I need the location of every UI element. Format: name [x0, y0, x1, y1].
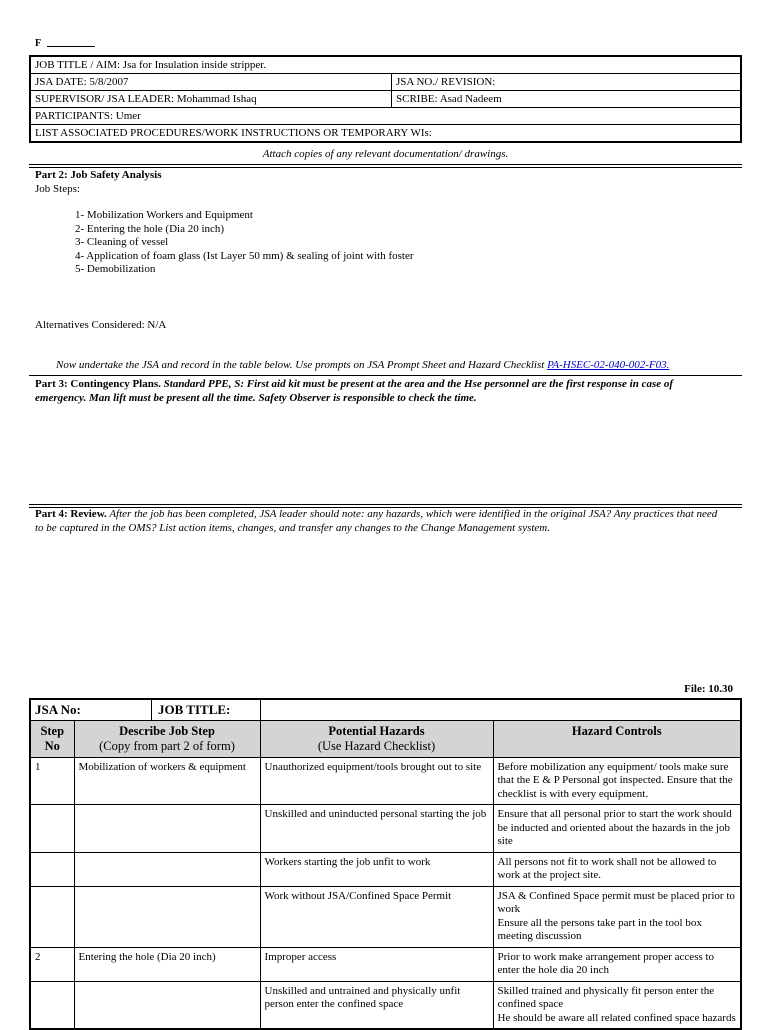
- part4-title: Part 4: Review.: [35, 508, 107, 520]
- cell-hazard: Workers starting the job unfit to work: [260, 852, 493, 886]
- jsa-date-field: JSA DATE: 5/8/2007: [30, 74, 392, 91]
- prompt-line: [56, 359, 746, 373]
- cell-control: Prior to work make arrangement proper access to enter the hole dia 20 inch: [493, 947, 741, 981]
- cell-hazard: Unskilled and uninducted personal starting the job: [260, 805, 493, 853]
- list-item: 5- Demobilization: [75, 263, 156, 275]
- table-header-row: [30, 720, 741, 757]
- job-steps-label: Job Steps:: [35, 182, 80, 195]
- job-title-label: JOB TITLE:: [158, 702, 231, 717]
- list-item: 1- Mobilization Workers and Equipment: [75, 209, 253, 221]
- column-header: Describe Job Step (Copy from part 2 of form): [74, 720, 260, 757]
- list-item: 3- Cleaning of vessel: [75, 236, 169, 248]
- cell-step: 1: [30, 757, 74, 805]
- cell-control: Ensure that all personal prior to start the work should be inducted and oriented about the hazards in the job site: [493, 805, 741, 853]
- cell-step: [30, 805, 74, 853]
- table-row: [30, 852, 741, 886]
- procedures-field: LIST ASSOCIATED PROCEDURES/WORK INSTRUCTIONS OR TEMPORARY WIs:: [30, 125, 741, 143]
- cell-control: JSA & Confined Space permit must be placed prior to work Ensure all the persons take part in the tool box meeting discussion: [493, 886, 741, 947]
- participants-field: PARTICIPANTS: Umer: [30, 108, 741, 125]
- jsa-table: [29, 698, 742, 1030]
- file-label: File: 10.30: [684, 683, 733, 695]
- column-header: Step No: [30, 720, 74, 757]
- jsa-table-body: [30, 757, 741, 1029]
- jsa-no-field: JSA NO./ REVISION:: [392, 74, 742, 91]
- divider: [29, 375, 742, 376]
- prompt-text: Now undertake the JSA and record in the table below. Use prompts on JSA Prompt Sheet and Hazard Checklist: [56, 359, 548, 371]
- form-mark: F: [35, 38, 95, 49]
- column-header: Hazard Controls: [493, 720, 741, 757]
- alternatives-considered: Alternatives Considered: N/A: [35, 319, 167, 331]
- cell-desc: Entering the hole (Dia 20 inch): [74, 947, 260, 981]
- jsa-no-label: JSA No:: [31, 700, 152, 720]
- job-steps-list: [75, 209, 745, 277]
- table-row: [30, 757, 741, 805]
- scribe-field: SCRIBE: Asad Nadeem: [392, 91, 742, 108]
- cell-step: [30, 852, 74, 886]
- attach-note: Attach copies of any relevant documentation/ drawings.: [262, 148, 509, 160]
- part3-section: [35, 378, 725, 405]
- table-row: [30, 947, 741, 981]
- part4-section: [35, 508, 725, 535]
- part3-text: Standard PPE, S: First aid kit must be present at the area and the Hse personnel are the first response in case of emergency. Man lift must be present all the time. Safety Observer is responsible to check the time.: [35, 378, 674, 404]
- supervisor-field: SUPERVISOR/ JSA LEADER: Mohammad Ishaq: [30, 91, 392, 108]
- cell-hazard: Improper access: [260, 947, 493, 981]
- column-header: Potential Hazards (Use Hazard Checklist): [260, 720, 493, 757]
- part2-section: [35, 169, 745, 277]
- cell-hazard: Work without JSA/Confined Space Permit: [260, 886, 493, 947]
- jsa-header-table: [29, 55, 742, 143]
- part4-text: After the job has been completed, JSA leader should note: any hazards, which were identified in the original JSA? Any practices that need to be captured in the OMS? List action items, changes, and transfer any changes to the Change Management system.: [35, 508, 718, 534]
- part2-title: Part 2: Job Safety Analysis: [35, 169, 162, 181]
- cell-step: 2: [30, 947, 74, 981]
- cell-control: Before mobilization any equipment/ tools make sure that the E & P Personal got inspected. Ensure that the checklist is with every equipment.: [493, 757, 741, 805]
- cell-hazard: Unauthorized equipment/tools brought out to site: [260, 757, 493, 805]
- cell-desc: Mobilization of workers & equipment: [74, 757, 260, 805]
- cell-hazard: Unskilled and untrained and physically unfit person enter the confined space: [260, 981, 493, 1029]
- list-item: 2- Entering the hole (Dia 20 inch): [75, 222, 225, 235]
- cell-step: [30, 981, 74, 1029]
- table-row: [30, 805, 741, 853]
- cell-control: Skilled trained and physically fit person enter the confined space He should be aware all related confined space hazards: [493, 981, 741, 1029]
- cell-desc: [74, 805, 260, 853]
- cell-desc: [74, 852, 260, 886]
- cell-desc: [74, 886, 260, 947]
- cell-desc: [74, 981, 260, 1029]
- cell-control: All persons not fit to work shall not be allowed to work at the project site.: [493, 852, 741, 886]
- table-row: [30, 981, 741, 1029]
- cell-step: [30, 886, 74, 947]
- job-title-field: JOB TITLE / AIM: Jsa for Insulation inside stripper.: [30, 56, 741, 74]
- part3-title: Part 3: Contingency Plans.: [35, 378, 161, 390]
- list-item: 4- Application of foam glass (Ist Layer 50 mm) & sealing of joint with foster: [75, 249, 414, 262]
- table-row: [30, 886, 741, 947]
- checklist-link[interactable]: PA-HSEC-02-040-002-F03.: [547, 359, 670, 371]
- divider: [29, 164, 742, 168]
